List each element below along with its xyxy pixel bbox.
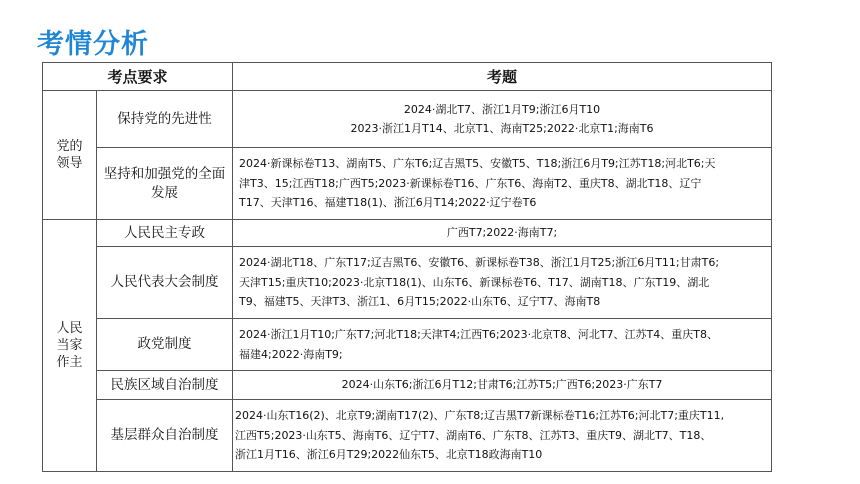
category-label-line: 党的: [56, 139, 83, 154]
table-row: [43, 91, 772, 148]
table-row: [43, 319, 772, 371]
category-label-line: 领导: [56, 156, 83, 171]
header-exam-points: 考点要求: [43, 63, 233, 91]
exam-point: 保持党的先进性: [97, 91, 233, 148]
exam-point: 基层群众自治制度: [97, 400, 233, 472]
exam-analysis-table: [42, 62, 772, 472]
category-label-line: 当家: [56, 338, 83, 353]
category-label-line: 作主: [56, 355, 83, 370]
question-cell: [233, 400, 772, 472]
page-title: 考情分析: [37, 29, 149, 60]
question-line: 江西T5;2023·山东T5、海南T6、辽宁T7、湖南T6、广东T8、江苏T3、重庆T9、湖北T7、T18、: [235, 428, 712, 442]
question-cell: [233, 319, 772, 371]
question-line: T9、福建T5、天津T3、浙江1、6月T15;2022·山东T6、辽宁T7、海南T8: [239, 295, 601, 309]
exam-point: 坚持和加强党的全面发展: [97, 148, 233, 220]
question-line: T17、天津T16、福建T18(1)、浙江6月T14;2022·辽宁卷T6: [239, 196, 537, 210]
category-label-line: 人民: [56, 321, 83, 336]
question-line: 2024·浙江1月T10;广东T7;河北T18;天津T4;江西T6;2023·北京T8、河北T7、江苏T4、重庆T8、: [239, 328, 718, 341]
exam-point: 民族区域自治制度: [97, 371, 233, 400]
exam-point: 人民民主专政: [97, 220, 233, 247]
table-header-row: [43, 63, 772, 91]
exam-point: 政党制度: [97, 319, 233, 371]
category-cell: [43, 91, 97, 220]
question-line: 浙江1月T16、浙江6月T29;2022仙东T5、北京T18政海南T10: [235, 448, 543, 462]
table-row: [43, 371, 772, 400]
question-cell: [233, 91, 772, 148]
question-line: 2024·湖北T7、浙江1月T9;浙江6月T10: [403, 102, 601, 116]
question-line: 2024·山东T16(2)、北京T9;湖南T17(2)、广东T8;辽吉黑T7新课标卷T16;江苏T6;河北T7;重庆T11,: [235, 409, 725, 423]
question-cell: [233, 371, 772, 400]
table-row: [43, 220, 772, 247]
question-cell: [233, 247, 772, 319]
question-line: 天津T15;重庆T10;2023·北京T18(1)、山东T6、新课标卷T6、T17、湖南T18、广东T19、湖北: [239, 275, 710, 289]
question-line: 2023·浙江1月T14、北京T1、海南T25;2022·北京T1;海南T6: [350, 122, 654, 135]
question-cell: [233, 148, 772, 220]
question-line: 2024·新课标卷T13、湖南T5、广东T6;辽吉黑T5、安徽T5、T18;浙江6月T9;江苏T18;河北T6;天: [239, 157, 716, 171]
question-line: 广西T7;2022·海南T7;: [446, 226, 558, 240]
header-questions: 考题: [233, 63, 772, 91]
question-line: 2024·湖北T18、广东T17;辽吉黑T6、安徽T6、新课标卷T38、浙江1月T25;浙江6月T11;甘肃T6;: [239, 256, 720, 270]
question-line: 2024·山东T6;浙江6月T12;甘肃T6;江苏T5;广西T6;2023·广东T7: [341, 378, 663, 392]
category-cell: [43, 220, 97, 472]
exam-point: 人民代表大会制度: [97, 247, 233, 319]
question-cell: [233, 220, 772, 247]
table-row: [43, 400, 772, 472]
table-row: [43, 247, 772, 319]
question-line: 津T3、15;江西T18;广西T5;2023·新课标卷T16、广东T6、海南T2、重庆T8、湖北T18、辽宁: [239, 176, 702, 190]
table-row: [43, 148, 772, 220]
question-line: 福建4;2022·海南T9;: [239, 347, 343, 361]
